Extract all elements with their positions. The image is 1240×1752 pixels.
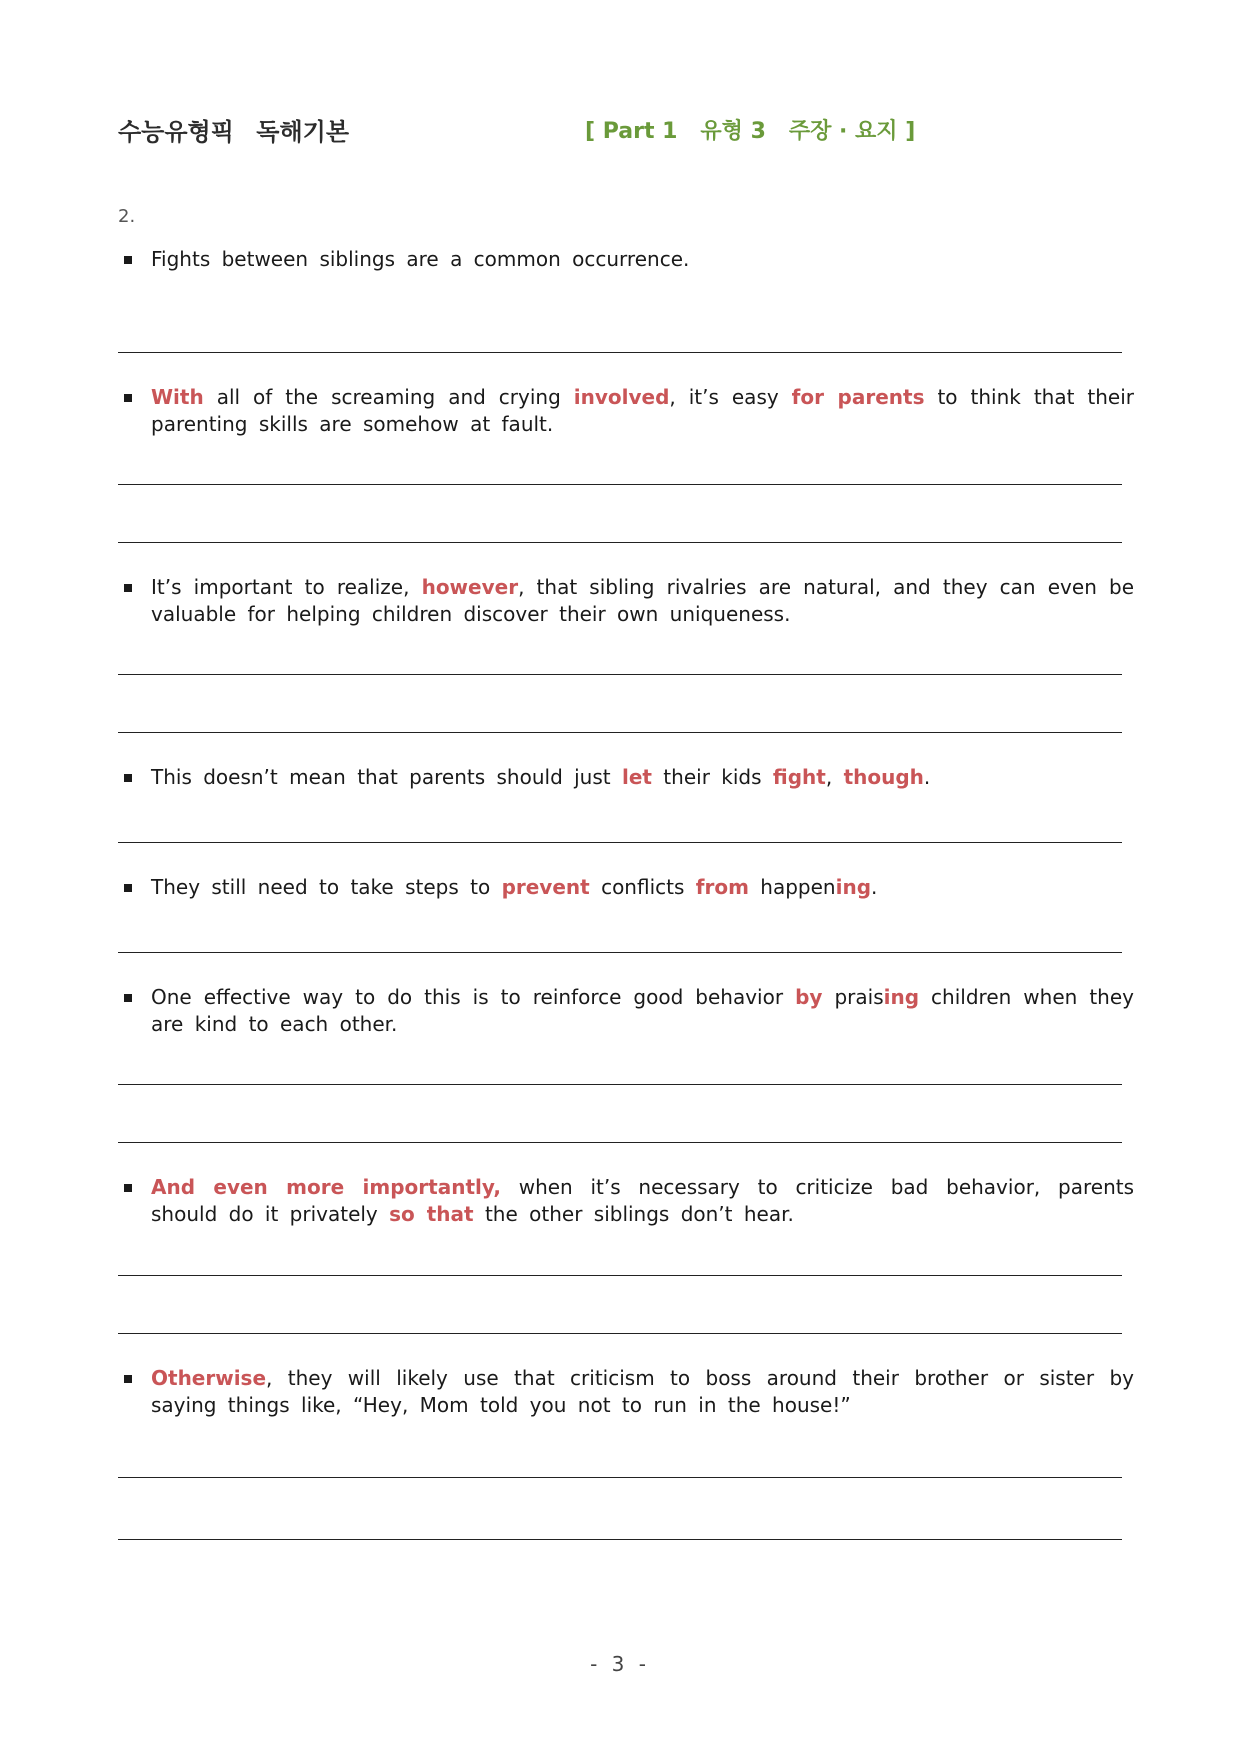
sentence-item (124, 1365, 1134, 1419)
highlighted-phrase: from (695, 875, 749, 899)
sentence-segment: Fights between siblings are a common occurrence. (151, 247, 690, 271)
answer-line[interactable] (118, 1275, 1122, 1276)
part-label: [ Part 1 유형 3 주장 · 요지 ] (585, 119, 916, 144)
highlighted-phrase: With (151, 385, 204, 409)
sentence-item (124, 246, 1134, 273)
highlighted-phrase: ing (835, 875, 872, 899)
sentence-text (151, 574, 1134, 628)
sentence-segment: the other siblings don’t hear. (473, 1202, 794, 1226)
answer-line[interactable] (118, 1477, 1122, 1478)
answer-line[interactable] (118, 1084, 1122, 1085)
highlighted-phrase: involved (573, 385, 670, 409)
sentence-segment: , that sibling rivalries are natural, and they can even be valuable for helping children discover their own uniqueness. (151, 575, 1135, 626)
sentence-segment: conflicts (589, 875, 696, 899)
sentence-segment: , they will likely use that criticism to boss around their brother or sister by saying things like, “Hey, Mom told you not to run in the house!” (151, 1366, 1134, 1417)
bullet-icon (124, 1375, 132, 1383)
sentence-item (124, 874, 1134, 901)
sentence-segment: . (923, 765, 931, 789)
answer-line[interactable] (118, 1539, 1122, 1540)
answer-line[interactable] (118, 1333, 1122, 1334)
answer-line[interactable] (118, 952, 1122, 953)
sentence-segment: all of the screaming and crying (203, 385, 574, 409)
bullet-icon (124, 774, 132, 782)
sentence-segment: One effective way to do this is to reinforce good behavior (151, 985, 796, 1009)
highlighted-phrase: however (421, 575, 519, 599)
bullet-icon (124, 394, 132, 402)
sentence-item (124, 984, 1134, 1038)
answer-line[interactable] (118, 484, 1122, 485)
bullet-icon (124, 884, 132, 892)
highlighted-phrase: by (795, 985, 823, 1009)
highlighted-phrase: so that (389, 1202, 474, 1226)
sentence-segment: , it’s easy (669, 385, 792, 409)
sentence-segment: prais (822, 985, 884, 1009)
answer-line[interactable] (118, 542, 1122, 543)
sentence-text (151, 246, 1134, 273)
bullet-icon (124, 1184, 132, 1192)
bullet-icon (124, 994, 132, 1002)
sentence-segment: their kids (651, 765, 773, 789)
sentence-segment: . (871, 875, 878, 899)
sentence-text (151, 1174, 1134, 1228)
sentence-item (124, 1174, 1134, 1228)
page-number: - 3 - (590, 1652, 650, 1676)
sentence-text (151, 984, 1134, 1038)
sentence-text (151, 764, 1134, 791)
sentence-segment: to think that their parenting skills are somehow at fault. (151, 385, 1135, 436)
highlighted-phrase: And even more importantly, (151, 1175, 501, 1199)
highlighted-phrase: for parents (791, 385, 925, 409)
sentence-segment: This doesn’t mean that parents should just (151, 765, 622, 789)
bullet-icon (124, 584, 132, 592)
sentence-segment: It’s important to realize, (151, 575, 422, 599)
answer-line[interactable] (118, 352, 1122, 353)
sentence-item (124, 764, 1134, 791)
highlighted-phrase: let (621, 765, 652, 789)
highlighted-phrase: Otherwise (151, 1366, 267, 1390)
highlighted-phrase: though (843, 765, 924, 789)
highlighted-phrase: prevent (501, 875, 590, 899)
answer-line[interactable] (118, 842, 1122, 843)
answer-line[interactable] (118, 732, 1122, 733)
question-number: 2. (118, 206, 136, 227)
sentence-text (151, 1365, 1134, 1419)
bullet-icon (124, 256, 132, 264)
answer-line[interactable] (118, 1142, 1122, 1143)
sentence-segment: when it’s necessary to criticize bad behavior, parents should do it privately (151, 1175, 1135, 1226)
sentence-item (124, 574, 1134, 628)
highlighted-phrase: fight (772, 765, 826, 789)
highlighted-phrase: ing (883, 985, 920, 1009)
sentence-segment: happen (748, 875, 836, 899)
sentence-item (124, 384, 1134, 438)
page-header (118, 112, 1128, 152)
book-title: 수능유형픽 독해기본 (118, 118, 350, 146)
sentence-segment: , (825, 765, 844, 789)
sentence-segment: They still need to take steps to (151, 875, 502, 899)
sentence-text (151, 384, 1134, 438)
answer-line[interactable] (118, 674, 1122, 675)
sentence-segment: children when they are kind to each other. (151, 985, 1134, 1036)
sentence-text (151, 874, 1134, 901)
